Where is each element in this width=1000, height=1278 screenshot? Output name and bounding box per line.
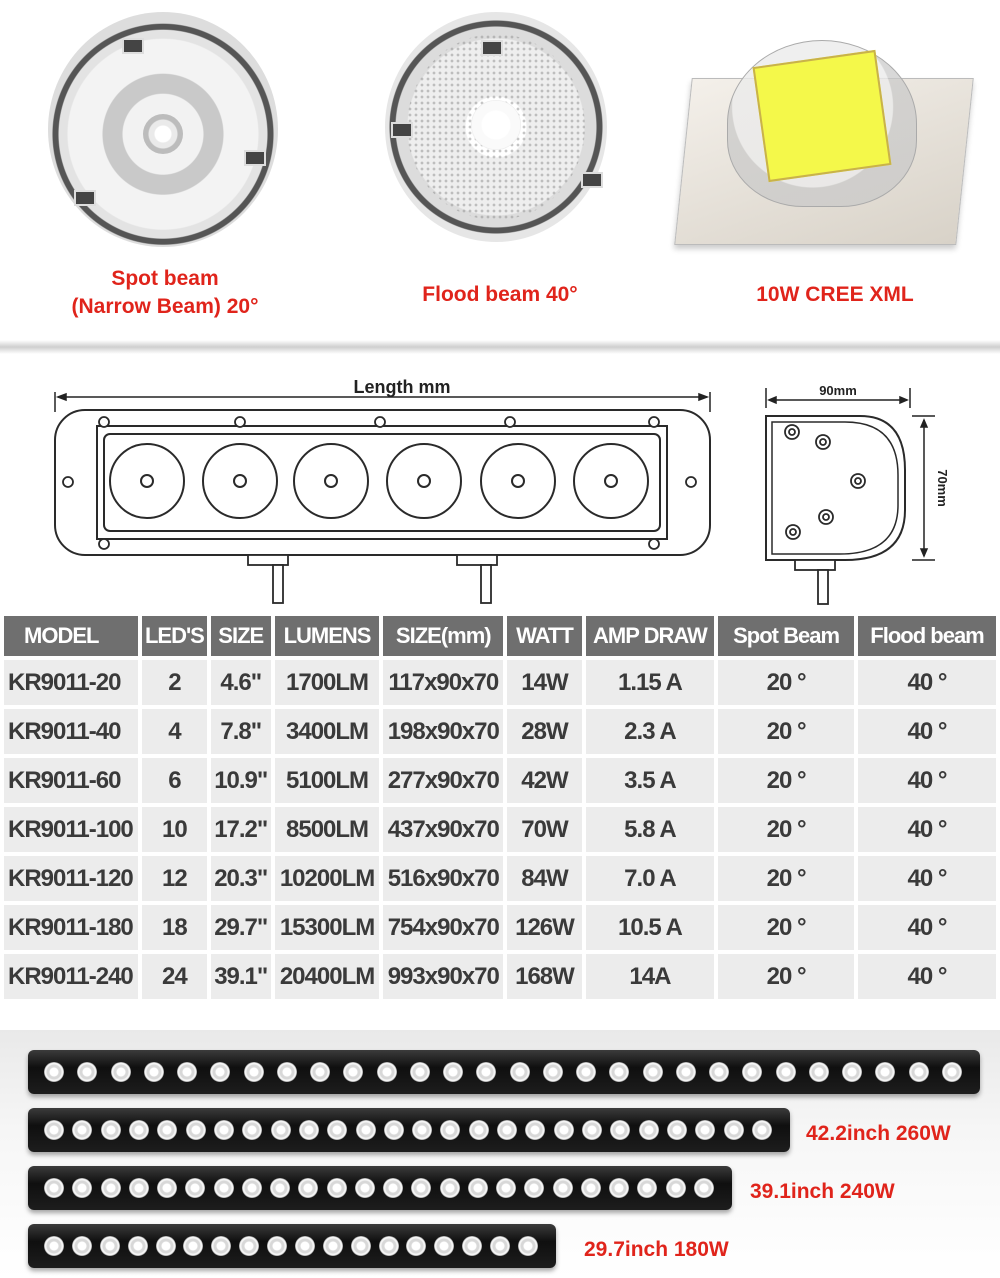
cell-lumens: 5100LM bbox=[275, 758, 380, 803]
bar-led bbox=[271, 1120, 291, 1140]
flood-led-core bbox=[471, 100, 521, 150]
flood-beam-caption: Flood beam 40° bbox=[422, 283, 578, 306]
bar-led bbox=[44, 1236, 64, 1256]
bar-led bbox=[244, 1062, 264, 1082]
bar-led bbox=[510, 1062, 530, 1082]
cell-size: 20.3" bbox=[211, 856, 271, 901]
section-divider bbox=[0, 340, 1000, 354]
table-row bbox=[4, 905, 996, 950]
bar-led bbox=[214, 1120, 234, 1140]
light-bar-2 bbox=[28, 1108, 790, 1152]
bar-led bbox=[476, 1062, 496, 1082]
bar-led bbox=[909, 1062, 929, 1082]
cell-leds: 10 bbox=[142, 807, 207, 852]
cell-size-mm: 198x90x70 bbox=[383, 709, 503, 754]
lens-clip bbox=[244, 150, 266, 166]
table-row bbox=[4, 758, 996, 803]
cell-leds: 2 bbox=[142, 660, 207, 705]
table-row bbox=[4, 856, 996, 901]
cell-flood-beam: 40 ° bbox=[858, 954, 996, 999]
cell-spot-beam: 20 ° bbox=[718, 807, 854, 852]
light-bar-3 bbox=[28, 1166, 732, 1210]
bar-led bbox=[343, 1062, 363, 1082]
header-watt: WATT bbox=[507, 616, 582, 656]
cell-flood-beam: 40 ° bbox=[858, 905, 996, 950]
cell-lumens: 1700LM bbox=[275, 660, 380, 705]
cell-flood-beam: 40 ° bbox=[858, 758, 996, 803]
bar-led bbox=[298, 1178, 318, 1198]
bar-led bbox=[44, 1120, 64, 1140]
cell-model: KR9011-180 bbox=[4, 905, 138, 950]
bar-led bbox=[111, 1062, 131, 1082]
bar-led bbox=[177, 1062, 197, 1082]
cell-lumens: 3400LM bbox=[275, 709, 380, 754]
cell-amp-draw: 5.8 A bbox=[586, 807, 714, 852]
bar-led bbox=[724, 1120, 744, 1140]
cell-amp-draw: 7.0 A bbox=[586, 856, 714, 901]
bar-led bbox=[101, 1178, 121, 1198]
bar-led bbox=[610, 1120, 630, 1140]
cell-watt: 28W bbox=[507, 709, 582, 754]
bar-led bbox=[277, 1062, 297, 1082]
bar-led bbox=[310, 1062, 330, 1082]
bar-led bbox=[157, 1178, 177, 1198]
cell-spot-beam: 20 ° bbox=[718, 856, 854, 901]
bar-led bbox=[609, 1178, 629, 1198]
header-size-mm: SIZE(mm) bbox=[383, 616, 503, 656]
cell-flood-beam: 40 ° bbox=[858, 807, 996, 852]
bar-led bbox=[185, 1178, 205, 1198]
bar-led bbox=[211, 1236, 231, 1256]
bar-led bbox=[443, 1062, 463, 1082]
bar-led bbox=[295, 1236, 315, 1256]
bar-led bbox=[214, 1178, 234, 1198]
cell-spot-beam: 20 ° bbox=[718, 758, 854, 803]
cell-lumens: 20400LM bbox=[275, 954, 380, 999]
table-row bbox=[4, 709, 996, 754]
cell-flood-beam: 40 ° bbox=[858, 856, 996, 901]
bar-led bbox=[809, 1062, 829, 1082]
cell-lumens: 15300LM bbox=[275, 905, 380, 950]
cell-model: KR9011-20 bbox=[4, 660, 138, 705]
bar-led bbox=[582, 1120, 602, 1140]
table-row bbox=[4, 954, 996, 999]
cell-size-mm: 754x90x70 bbox=[383, 905, 503, 950]
cell-amp-draw: 2.3 A bbox=[586, 709, 714, 754]
bar-led bbox=[524, 1178, 544, 1198]
bar-led bbox=[210, 1062, 230, 1082]
bar-led bbox=[643, 1062, 663, 1082]
cell-model: KR9011-40 bbox=[4, 709, 138, 754]
bar-led bbox=[496, 1178, 516, 1198]
cell-size: 10.9" bbox=[211, 758, 271, 803]
light-bars-section bbox=[0, 1030, 1000, 1278]
bar-caption-180w: 29.7inch 180W bbox=[584, 1238, 729, 1261]
bar-led bbox=[384, 1120, 404, 1140]
bar-led bbox=[129, 1178, 149, 1198]
bar-led bbox=[554, 1120, 574, 1140]
cell-watt: 84W bbox=[507, 856, 582, 901]
cell-size: 17.2" bbox=[211, 807, 271, 852]
cell-leds: 4 bbox=[142, 709, 207, 754]
cell-leds: 12 bbox=[142, 856, 207, 901]
bar-led bbox=[462, 1236, 482, 1256]
cell-amp-draw: 3.5 A bbox=[586, 758, 714, 803]
spot-led-core bbox=[143, 114, 183, 154]
cell-model: KR9011-240 bbox=[4, 954, 138, 999]
bar-led bbox=[752, 1120, 772, 1140]
bar-led bbox=[270, 1178, 290, 1198]
light-bar-1 bbox=[28, 1050, 980, 1094]
cell-leds: 24 bbox=[142, 954, 207, 999]
bar-led bbox=[355, 1178, 375, 1198]
table-row bbox=[4, 807, 996, 852]
bar-led bbox=[666, 1178, 686, 1198]
bar-led bbox=[410, 1062, 430, 1082]
bar-led bbox=[186, 1120, 206, 1140]
bar-led bbox=[694, 1178, 714, 1198]
cell-leds: 6 bbox=[142, 758, 207, 803]
bar-led bbox=[518, 1236, 538, 1256]
cell-watt: 14W bbox=[507, 660, 582, 705]
bar-led bbox=[267, 1236, 287, 1256]
bar-led bbox=[239, 1236, 259, 1256]
bar-led bbox=[581, 1178, 601, 1198]
bar-led bbox=[695, 1120, 715, 1140]
cell-size: 7.8" bbox=[211, 709, 271, 754]
lens-clip bbox=[581, 172, 603, 188]
lens-clip bbox=[74, 190, 96, 206]
cell-size: 39.1" bbox=[211, 954, 271, 999]
bar-led bbox=[440, 1120, 460, 1140]
cell-spot-beam: 20 ° bbox=[718, 709, 854, 754]
bar-led bbox=[377, 1062, 397, 1082]
cell-spot-beam: 20 ° bbox=[718, 905, 854, 950]
bar-led bbox=[543, 1062, 563, 1082]
bar-caption-260w: 42.2inch 260W bbox=[806, 1122, 951, 1145]
bar-led bbox=[406, 1236, 426, 1256]
spot-caption-line2: (Narrow Beam) 20° bbox=[71, 295, 259, 318]
bar-led bbox=[100, 1236, 120, 1256]
light-bar-4 bbox=[28, 1224, 556, 1268]
spot-beam-caption bbox=[40, 265, 290, 321]
bar-led bbox=[576, 1062, 596, 1082]
header-model: MODEL bbox=[4, 616, 138, 656]
cell-flood-beam: 40 ° bbox=[858, 709, 996, 754]
bar-led bbox=[667, 1120, 687, 1140]
bar-led bbox=[183, 1236, 203, 1256]
bar-led bbox=[156, 1236, 176, 1256]
bar-led bbox=[299, 1120, 319, 1140]
bar-led bbox=[742, 1062, 762, 1082]
bar-led bbox=[553, 1178, 573, 1198]
cell-watt: 42W bbox=[507, 758, 582, 803]
bar-led bbox=[44, 1062, 64, 1082]
bar-led bbox=[356, 1120, 376, 1140]
cell-watt: 126W bbox=[507, 905, 582, 950]
cell-amp-draw: 1.15 A bbox=[586, 660, 714, 705]
bar-led bbox=[383, 1178, 403, 1198]
bar-led bbox=[709, 1062, 729, 1082]
cell-amp-draw: 10.5 A bbox=[586, 905, 714, 950]
bar-led bbox=[942, 1062, 962, 1082]
bar-led bbox=[327, 1178, 347, 1198]
header-flood-beam: Flood beam bbox=[858, 616, 996, 656]
cell-size: 4.6" bbox=[211, 660, 271, 705]
cell-spot-beam: 20 ° bbox=[718, 660, 854, 705]
spot-beam-lens-image bbox=[48, 12, 278, 247]
cell-lumens: 10200LM bbox=[275, 856, 380, 901]
bar-led bbox=[157, 1120, 177, 1140]
bar-led bbox=[72, 1120, 92, 1140]
cree-caption: 10W CREE XML bbox=[756, 283, 914, 306]
cell-amp-draw: 14A bbox=[586, 954, 714, 999]
bar-led bbox=[469, 1120, 489, 1140]
bar-led bbox=[128, 1236, 148, 1256]
table-row bbox=[4, 660, 996, 705]
table-header-row bbox=[4, 616, 996, 656]
cell-model: KR9011-60 bbox=[4, 758, 138, 803]
cell-lumens: 8500LM bbox=[275, 807, 380, 852]
height-label: 70mm bbox=[935, 469, 950, 507]
header-size: SIZE bbox=[211, 616, 271, 656]
cell-model: KR9011-100 bbox=[4, 807, 138, 852]
bar-led bbox=[637, 1178, 657, 1198]
bar-led bbox=[412, 1120, 432, 1140]
spot-caption-line1: Spot beam bbox=[111, 267, 219, 290]
lens-clip bbox=[391, 122, 413, 138]
cell-size: 29.7" bbox=[211, 905, 271, 950]
cree-led-chip-image bbox=[753, 50, 892, 182]
header-lumens: LUMENS bbox=[275, 616, 380, 656]
header-amp-draw: AMP DRAW bbox=[586, 616, 714, 656]
width-label: 90mm bbox=[819, 383, 857, 398]
bar-led bbox=[242, 1178, 262, 1198]
bar-led bbox=[842, 1062, 862, 1082]
cell-watt: 168W bbox=[507, 954, 582, 999]
bar-led bbox=[434, 1236, 454, 1256]
bar-led bbox=[676, 1062, 696, 1082]
bar-led bbox=[242, 1120, 262, 1140]
header-leds: LED'S bbox=[142, 616, 207, 656]
bar-led bbox=[77, 1062, 97, 1082]
cell-watt: 70W bbox=[507, 807, 582, 852]
bar-led bbox=[497, 1120, 517, 1140]
length-label: Length mm bbox=[353, 377, 451, 397]
cell-size-mm: 437x90x70 bbox=[383, 807, 503, 852]
flood-beam-lens-image bbox=[385, 12, 607, 242]
bar-led bbox=[379, 1236, 399, 1256]
bar-led bbox=[72, 1178, 92, 1198]
bar-led bbox=[776, 1062, 796, 1082]
cell-size-mm: 516x90x70 bbox=[383, 856, 503, 901]
cell-size-mm: 117x90x70 bbox=[383, 660, 503, 705]
cell-leds: 18 bbox=[142, 905, 207, 950]
bar-led bbox=[351, 1236, 371, 1256]
bar-led bbox=[101, 1120, 121, 1140]
header-spot-beam: Spot Beam bbox=[718, 616, 854, 656]
cell-model: KR9011-120 bbox=[4, 856, 138, 901]
bar-led bbox=[440, 1178, 460, 1198]
cell-size-mm: 277x90x70 bbox=[383, 758, 503, 803]
cell-flood-beam: 40 ° bbox=[858, 660, 996, 705]
dimension-diagram bbox=[0, 360, 1000, 608]
bar-led bbox=[490, 1236, 510, 1256]
bar-led bbox=[525, 1120, 545, 1140]
bar-led bbox=[639, 1120, 659, 1140]
bar-led bbox=[323, 1236, 343, 1256]
bar-led bbox=[144, 1062, 164, 1082]
bar-led bbox=[411, 1178, 431, 1198]
spec-table bbox=[0, 612, 1000, 1003]
cell-spot-beam: 20 ° bbox=[718, 954, 854, 999]
bar-led bbox=[468, 1178, 488, 1198]
bar-led bbox=[875, 1062, 895, 1082]
bar-led bbox=[129, 1120, 149, 1140]
lens-clip bbox=[122, 38, 144, 54]
bar-led bbox=[327, 1120, 347, 1140]
bar-caption-240w: 39.1inch 240W bbox=[750, 1180, 895, 1203]
lens-clip bbox=[481, 40, 503, 56]
bar-led bbox=[44, 1178, 64, 1198]
bar-led bbox=[609, 1062, 629, 1082]
bar-led bbox=[72, 1236, 92, 1256]
cell-size-mm: 993x90x70 bbox=[383, 954, 503, 999]
